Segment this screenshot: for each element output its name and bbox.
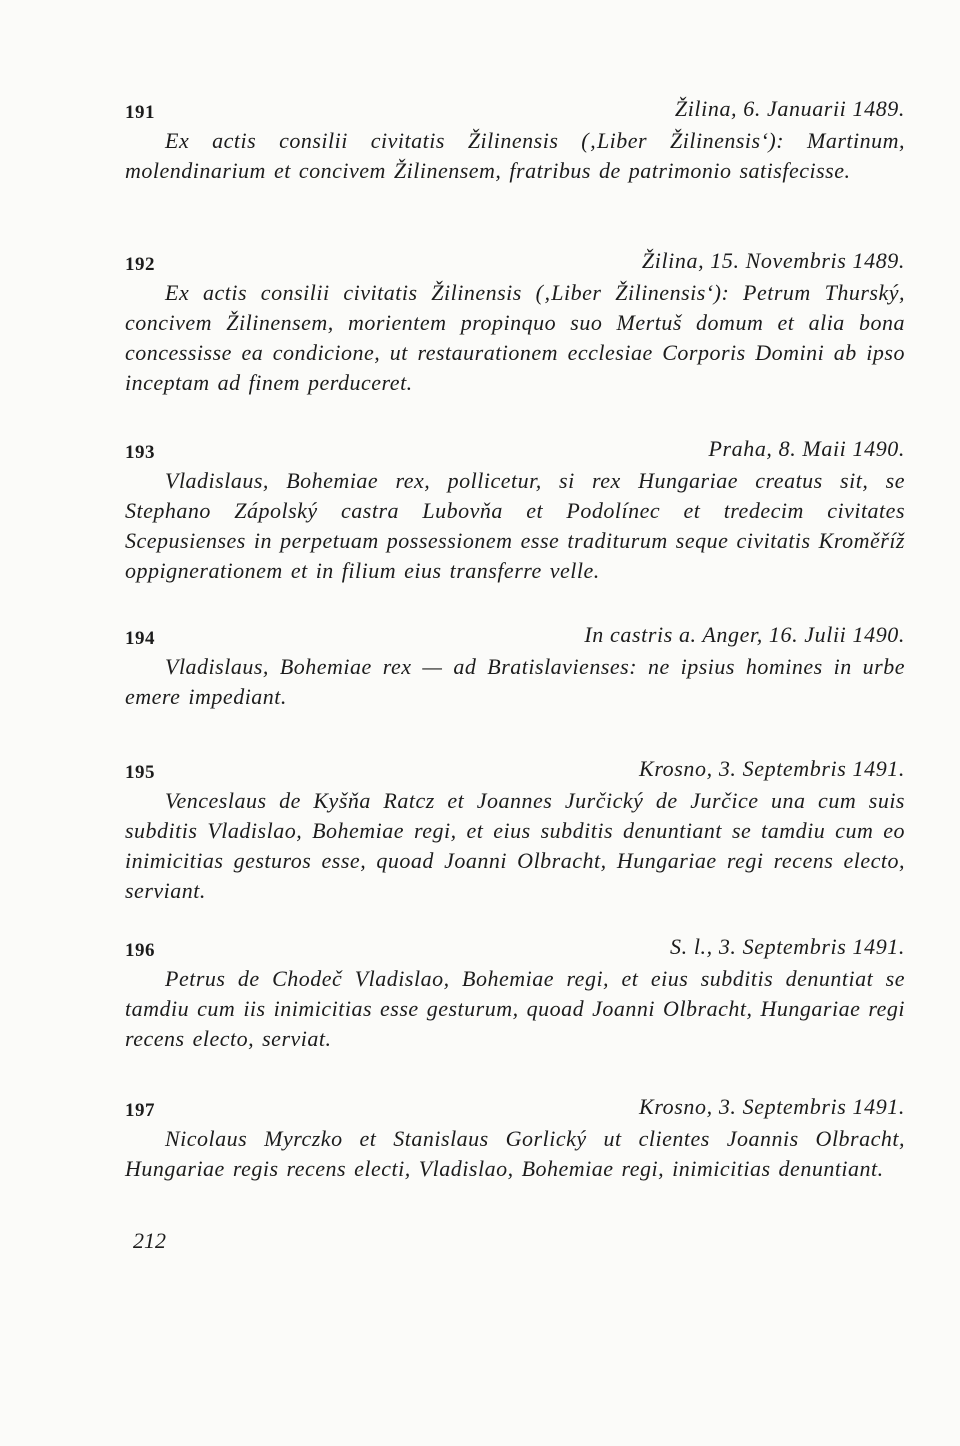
- entry-text: [125, 964, 905, 1054]
- entry-text-content: Petrus de Chodeč Vladislao, Bohemiae regi, et eius subditis denuntiat se tamdiu cum iis inimicitias esse gesturum, quoad Joanni Olbracht, Hungariae regi recens electo, serviat.: [125, 966, 905, 1051]
- entry-place-date: Žilina, 15. Novembris 1489.: [641, 248, 905, 273]
- entry-192: [125, 248, 905, 398]
- entry-header: [125, 248, 905, 278]
- page-number: 212: [133, 1228, 166, 1253]
- entry-place-date: S. l., 3. Septembris 1491.: [670, 934, 905, 959]
- entry-header: [125, 1094, 905, 1124]
- entry-197: [125, 1094, 905, 1184]
- entry-text: [125, 652, 905, 712]
- entry-text-content: Ex actis consilii civitatis Žilinensis (‚Liber Žilinensis‘): Petrum Thurský, concivem Žilinensem, morientem propinquo suo Mertuš domum et alia bona concessisse ea condicione, ut restaurationem ecclesiae Corporis Domini ab ipso inceptam ad finem perduceret.: [125, 280, 905, 395]
- entry-number: 195: [125, 762, 155, 783]
- entry-number: 196: [125, 940, 155, 961]
- entry-number: 194: [125, 628, 155, 649]
- entry-195: [125, 756, 905, 906]
- entry-text-content: Vladislaus, Bohemiae rex — ad Bratislavienses: ne ipsius homines in urbe emere impediant.: [125, 654, 905, 709]
- entry-text: [125, 126, 905, 186]
- entry-header: [125, 436, 905, 466]
- entry-text-content: Venceslaus de Kyšňa Ratcz et Joannes Jurčický de Jurčice una cum suis subditis Vladislao, Bohemiae regi, et eius subditis denuntiant se tamdiu cum eo inimicitias gesturos esse, quoad Joanni Olbracht, Hungariae regi recens electo, serviant.: [125, 788, 905, 903]
- entry-place-date: Krosno, 3. Septembris 1491.: [639, 1094, 905, 1119]
- entry-header: [125, 934, 905, 964]
- entry-194: [125, 622, 905, 712]
- entry-text: [125, 466, 905, 586]
- entry-header: [125, 96, 905, 126]
- entry-place-date: Krosno, 3. Septembris 1491.: [639, 756, 905, 781]
- entry-place-date: In castris a. Anger, 16. Julii 1490.: [584, 622, 905, 647]
- entry-place-date: Žilina, 6. Januarii 1489.: [674, 96, 905, 121]
- entry-header: [125, 756, 905, 786]
- entry-191: [125, 96, 905, 186]
- entry-text: [125, 278, 905, 398]
- entry-number: 191: [125, 102, 155, 123]
- entry-number: 197: [125, 1100, 155, 1121]
- entry-text-content: Vladislaus, Bohemiae rex, pollicetur, si rex Hungariae creatus sit, se Stephano Zápolský castra Lubovňa et Podolínec et tredecim civitates Scepusienses in perpetuam possessionem esse traditurum seque civitatis Kroměříž oppignerationem et in filium eius transferre velle.: [125, 468, 905, 583]
- entry-text-content: Nicolaus Myrczko et Stanislaus Gorlický ut clientes Joannis Olbracht, Hungariae regis recens electi, Vladislao, Bohemiae regi, inimicitias denuntiant.: [125, 1126, 905, 1181]
- entry-place-date: Praha, 8. Maii 1490.: [708, 436, 905, 461]
- entry-header: [125, 622, 905, 652]
- entry-number: 193: [125, 442, 155, 463]
- entry-text-content: Ex actis consilii civitatis Žilinensis (‚Liber Žilinensis‘): Martinum, molendinarium et concivem Žilinensem, fratribus de patrimonio satisfecisse.: [125, 128, 905, 183]
- entry-text: [125, 1124, 905, 1184]
- entry-text: [125, 786, 905, 906]
- entry-193: [125, 436, 905, 586]
- entry-number: 192: [125, 254, 155, 275]
- entry-196: [125, 934, 905, 1054]
